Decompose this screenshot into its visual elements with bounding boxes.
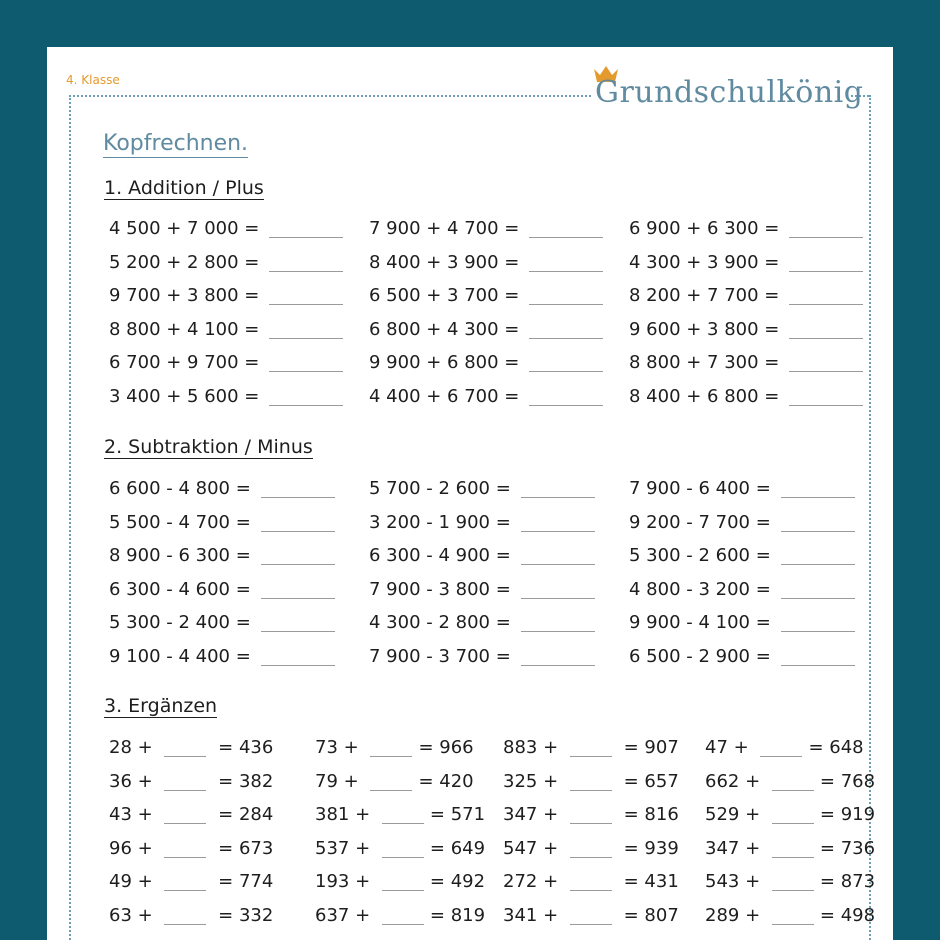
complete-task — [109, 771, 273, 793]
math-task — [629, 545, 855, 567]
addend: 341 — [503, 904, 538, 926]
answer-blank[interactable] — [164, 856, 206, 858]
task-expression: 8 200 + 7 700 = — [629, 285, 780, 306]
addend: 79 — [315, 770, 338, 792]
math-task — [109, 478, 335, 500]
equals-sign: = — [418, 770, 440, 792]
task-expression: 7 900 - 3 800 = — [369, 578, 511, 600]
math-task — [109, 579, 335, 601]
answer-blank[interactable] — [570, 822, 612, 824]
plus-sign: + — [727, 737, 755, 758]
math-task — [109, 252, 343, 274]
equals-sign: = — [429, 804, 451, 825]
answer-blank[interactable] — [789, 404, 863, 406]
sum: 768 — [840, 770, 876, 792]
task-expression: 7 900 - 3 700 = — [369, 645, 511, 667]
answer-blank[interactable] — [521, 597, 595, 599]
plus-sign: + — [537, 837, 564, 859]
math-task — [629, 218, 863, 240]
sum: 939 — [644, 837, 679, 859]
task-expression: 9 900 - 4 100 = — [629, 612, 771, 633]
addend: 883 — [503, 737, 538, 758]
complete-task — [503, 804, 679, 826]
answer-blank[interactable] — [269, 370, 343, 372]
task-expression: 5 200 + 2 800 = — [109, 251, 260, 273]
complete-task — [315, 771, 474, 793]
math-task — [109, 386, 343, 408]
answer-blank[interactable] — [789, 303, 863, 305]
answer-blank[interactable] — [529, 303, 603, 305]
complete-task — [315, 804, 485, 826]
math-task — [629, 319, 863, 341]
plus-sign: + — [349, 837, 376, 859]
task-expression: 6 600 - 4 800 = — [109, 478, 251, 499]
answer-blank[interactable] — [164, 789, 206, 791]
answer-blank[interactable] — [164, 822, 206, 824]
complete-task — [705, 838, 875, 860]
equals-sign: = — [418, 737, 440, 758]
answer-blank[interactable] — [261, 597, 335, 599]
answer-blank[interactable] — [789, 337, 863, 339]
plus-sign: + — [537, 804, 564, 825]
equals-sign: = — [429, 871, 451, 892]
addend: 381 — [315, 804, 350, 825]
complete-task — [315, 871, 485, 893]
answer-blank[interactable] — [269, 404, 343, 406]
addend: 289 — [705, 904, 740, 926]
task-expression: 6 700 + 9 700 = — [109, 352, 260, 373]
equals-sign: = — [819, 770, 841, 792]
addend: 49 — [109, 871, 132, 892]
complete-task — [109, 871, 273, 893]
equals-sign: = — [808, 737, 830, 758]
math-task — [109, 646, 335, 668]
addend: 36 — [109, 770, 132, 792]
task-expression: 5 300 - 2 400 = — [109, 612, 251, 633]
equals-sign: = — [819, 804, 841, 825]
equals-sign: = — [212, 837, 239, 859]
answer-blank[interactable] — [789, 236, 863, 238]
answer-blank[interactable] — [164, 889, 206, 891]
sum: 649 — [450, 837, 486, 859]
addend: 347 — [503, 804, 538, 825]
answer-blank[interactable] — [529, 370, 603, 372]
plus-sign: + — [131, 737, 159, 758]
answer-blank[interactable] — [772, 923, 814, 925]
math-task — [369, 512, 595, 534]
addend: 43 — [109, 804, 132, 825]
addend: 96 — [109, 837, 132, 859]
task-expression: 6 900 + 6 300 = — [629, 218, 780, 239]
sum: 284 — [238, 804, 274, 825]
answer-blank[interactable] — [382, 889, 424, 891]
section-heading: 3. Ergänzen — [104, 695, 218, 717]
task-expression: 8 400 + 6 800 = — [629, 385, 780, 407]
equals-sign: = — [429, 837, 451, 859]
task-expression: 8 900 - 6 300 = — [109, 545, 251, 566]
sum: 382 — [238, 770, 274, 792]
addend: 637 — [315, 904, 350, 926]
sum: 492 — [450, 871, 486, 892]
answer-blank[interactable] — [781, 664, 855, 666]
plus-sign: + — [537, 770, 564, 792]
math-task — [369, 478, 595, 500]
task-expression: 4 300 - 2 800 = — [369, 612, 511, 633]
answer-blank[interactable] — [521, 630, 595, 632]
addend: 193 — [315, 871, 350, 892]
answer-blank[interactable] — [772, 789, 814, 791]
answer-blank[interactable] — [570, 755, 612, 757]
math-task — [629, 252, 863, 274]
complete-task — [503, 737, 679, 759]
task-expression: 9 600 + 3 800 = — [629, 318, 780, 340]
answer-blank[interactable] — [269, 303, 343, 305]
sum: 648 — [829, 737, 864, 758]
task-expression: 6 500 + 3 700 = — [369, 285, 520, 306]
math-task — [109, 545, 335, 567]
math-task — [369, 252, 603, 274]
answer-blank[interactable] — [370, 789, 412, 791]
answer-blank[interactable] — [261, 563, 335, 565]
answer-blank[interactable] — [570, 923, 612, 925]
equals-sign: = — [429, 904, 451, 926]
sum: 436 — [238, 737, 274, 758]
sum: 498 — [840, 904, 876, 926]
complete-task — [315, 737, 474, 759]
task-expression: 6 300 - 4 600 = — [109, 578, 251, 600]
sum: 873 — [840, 871, 876, 892]
task-expression: 4 500 + 7 000 = — [109, 218, 260, 239]
plus-sign: + — [337, 737, 365, 758]
plus-sign: + — [337, 770, 365, 792]
task-expression: 4 800 - 3 200 = — [629, 578, 771, 600]
sum: 431 — [644, 871, 679, 892]
task-expression: 5 500 - 4 700 = — [109, 511, 251, 533]
addend: 537 — [315, 837, 350, 859]
task-expression: 8 400 + 3 900 = — [369, 251, 520, 273]
answer-blank[interactable] — [164, 755, 206, 757]
answer-blank[interactable] — [772, 822, 814, 824]
math-task — [109, 512, 335, 534]
answer-blank[interactable] — [261, 496, 335, 498]
math-task — [629, 646, 855, 668]
plus-sign: + — [739, 904, 766, 926]
math-task — [369, 579, 595, 601]
equals-sign: = — [617, 837, 645, 859]
addend: 347 — [705, 837, 740, 859]
sum: 657 — [644, 770, 679, 792]
plus-sign: + — [739, 837, 766, 859]
answer-blank[interactable] — [570, 856, 612, 858]
plus-sign: + — [537, 871, 564, 892]
brand-logo: Grundschulkönig — [595, 75, 864, 110]
equals-sign: = — [617, 904, 645, 926]
math-task — [109, 319, 343, 341]
plus-sign: + — [739, 804, 766, 825]
math-task — [629, 478, 855, 500]
answer-blank[interactable] — [529, 337, 603, 339]
math-task — [369, 285, 603, 307]
answer-blank[interactable] — [521, 563, 595, 565]
sum: 774 — [238, 871, 274, 892]
complete-task — [705, 871, 875, 893]
addend: 547 — [503, 837, 538, 859]
complete-task — [109, 804, 273, 826]
equals-sign: = — [617, 804, 645, 825]
answer-blank[interactable] — [781, 597, 855, 599]
answer-blank[interactable] — [261, 530, 335, 532]
section-heading: 2. Subtraktion / Minus — [104, 436, 313, 458]
math-task — [109, 352, 343, 374]
sum: 571 — [450, 804, 486, 825]
math-task — [369, 319, 603, 341]
task-expression: 4 400 + 6 700 = — [369, 385, 520, 407]
answer-blank[interactable] — [529, 236, 603, 238]
sum: 919 — [840, 804, 876, 825]
addend: 73 — [315, 737, 338, 758]
task-expression: 6 800 + 4 300 = — [369, 318, 520, 340]
task-expression: 9 700 + 3 800 = — [109, 285, 260, 306]
task-expression: 8 800 + 4 100 = — [109, 318, 260, 340]
complete-task — [109, 838, 273, 860]
math-task — [369, 612, 595, 634]
task-expression: 3 200 - 1 900 = — [369, 511, 511, 533]
grade-label: 4. Klasse — [66, 73, 120, 87]
plus-sign: + — [739, 871, 766, 892]
math-task — [369, 218, 603, 240]
complete-task — [315, 905, 485, 927]
math-task — [629, 512, 855, 534]
answer-blank[interactable] — [789, 370, 863, 372]
math-task — [629, 285, 863, 307]
plus-sign: + — [131, 770, 159, 792]
plus-sign: + — [739, 770, 766, 792]
answer-blank[interactable] — [521, 530, 595, 532]
answer-blank[interactable] — [261, 630, 335, 632]
task-expression: 5 300 - 2 600 = — [629, 545, 771, 566]
equals-sign: = — [617, 737, 645, 758]
answer-blank[interactable] — [772, 856, 814, 858]
complete-task — [705, 737, 864, 759]
equals-sign: = — [212, 737, 239, 758]
answer-blank[interactable] — [521, 496, 595, 498]
equals-sign: = — [212, 770, 239, 792]
answer-blank[interactable] — [269, 236, 343, 238]
plus-sign: + — [131, 804, 159, 825]
task-expression: 6 300 - 4 900 = — [369, 545, 511, 566]
sum: 673 — [238, 837, 274, 859]
task-expression: 7 900 - 6 400 = — [629, 478, 771, 499]
answer-blank[interactable] — [261, 664, 335, 666]
complete-task — [503, 905, 679, 927]
addend: 325 — [503, 770, 538, 792]
plus-sign: + — [537, 737, 564, 758]
plus-sign: + — [349, 904, 376, 926]
answer-blank[interactable] — [781, 563, 855, 565]
plus-sign: + — [349, 804, 376, 825]
addend: 543 — [705, 871, 740, 892]
math-task — [369, 386, 603, 408]
equals-sign: = — [212, 904, 239, 926]
math-task — [369, 646, 595, 668]
math-task — [109, 285, 343, 307]
answer-blank[interactable] — [269, 270, 343, 272]
addend: 47 — [705, 737, 728, 758]
task-expression: 3 400 + 5 600 = — [109, 385, 260, 407]
answer-blank[interactable] — [370, 755, 412, 757]
task-expression: 9 200 - 7 700 = — [629, 511, 771, 533]
math-task — [109, 218, 343, 240]
task-expression: 7 900 + 4 700 = — [369, 218, 520, 239]
complete-task — [503, 838, 679, 860]
sum: 807 — [644, 904, 679, 926]
plus-sign: + — [131, 871, 159, 892]
complete-task — [315, 838, 485, 860]
equals-sign: = — [819, 904, 841, 926]
equals-sign: = — [617, 770, 645, 792]
sum: 420 — [439, 770, 474, 792]
math-task — [629, 386, 863, 408]
answer-blank[interactable] — [382, 923, 424, 925]
addend: 529 — [705, 804, 740, 825]
task-expression: 9 100 - 4 400 = — [109, 645, 251, 667]
addend: 28 — [109, 737, 132, 758]
equals-sign: = — [819, 837, 841, 859]
answer-blank[interactable] — [781, 630, 855, 632]
answer-blank[interactable] — [382, 856, 424, 858]
complete-task — [503, 771, 679, 793]
answer-blank[interactable] — [570, 889, 612, 891]
answer-blank[interactable] — [781, 496, 855, 498]
sum: 966 — [439, 737, 474, 758]
sum: 819 — [450, 904, 486, 926]
complete-task — [705, 771, 875, 793]
math-task — [109, 612, 335, 634]
equals-sign: = — [212, 871, 239, 892]
plus-sign: + — [537, 904, 564, 926]
addend: 63 — [109, 904, 132, 926]
dotted-divider — [69, 95, 591, 97]
equals-sign: = — [819, 871, 841, 892]
plus-sign: + — [131, 904, 159, 926]
answer-blank[interactable] — [529, 270, 603, 272]
sum: 907 — [644, 737, 679, 758]
complete-task — [109, 905, 273, 927]
complete-task — [109, 737, 273, 759]
answer-blank[interactable] — [529, 404, 603, 406]
task-expression: 9 900 + 6 800 = — [369, 352, 520, 373]
plus-sign: + — [131, 837, 159, 859]
sum: 736 — [840, 837, 876, 859]
answer-blank[interactable] — [382, 822, 424, 824]
task-expression: 8 800 + 7 300 = — [629, 352, 780, 373]
worksheet — [47, 47, 893, 940]
addend: 272 — [503, 871, 538, 892]
sum: 332 — [238, 904, 274, 926]
math-task — [629, 612, 855, 634]
math-task — [369, 352, 603, 374]
addend: 662 — [705, 770, 740, 792]
task-expression: 5 700 - 2 600 = — [369, 478, 511, 499]
math-task — [629, 579, 855, 601]
answer-blank[interactable] — [521, 664, 595, 666]
complete-task — [503, 871, 679, 893]
task-expression: 6 500 - 2 900 = — [629, 645, 771, 667]
answer-blank[interactable] — [772, 889, 814, 891]
answer-blank[interactable] — [164, 923, 206, 925]
section-heading: 1. Addition / Plus — [104, 177, 264, 199]
equals-sign: = — [617, 871, 645, 892]
answer-blank[interactable] — [570, 789, 612, 791]
answer-blank[interactable] — [269, 337, 343, 339]
complete-task — [705, 804, 875, 826]
complete-task — [705, 905, 875, 927]
math-task — [629, 352, 863, 374]
page-title: Kopfrechnen. — [103, 131, 249, 156]
answer-blank[interactable] — [789, 270, 863, 272]
plus-sign: + — [349, 871, 376, 892]
answer-blank[interactable] — [760, 755, 802, 757]
task-expression: 4 300 + 3 900 = — [629, 251, 780, 273]
equals-sign: = — [212, 804, 239, 825]
answer-blank[interactable] — [781, 530, 855, 532]
math-task — [369, 545, 595, 567]
sum: 816 — [644, 804, 679, 825]
